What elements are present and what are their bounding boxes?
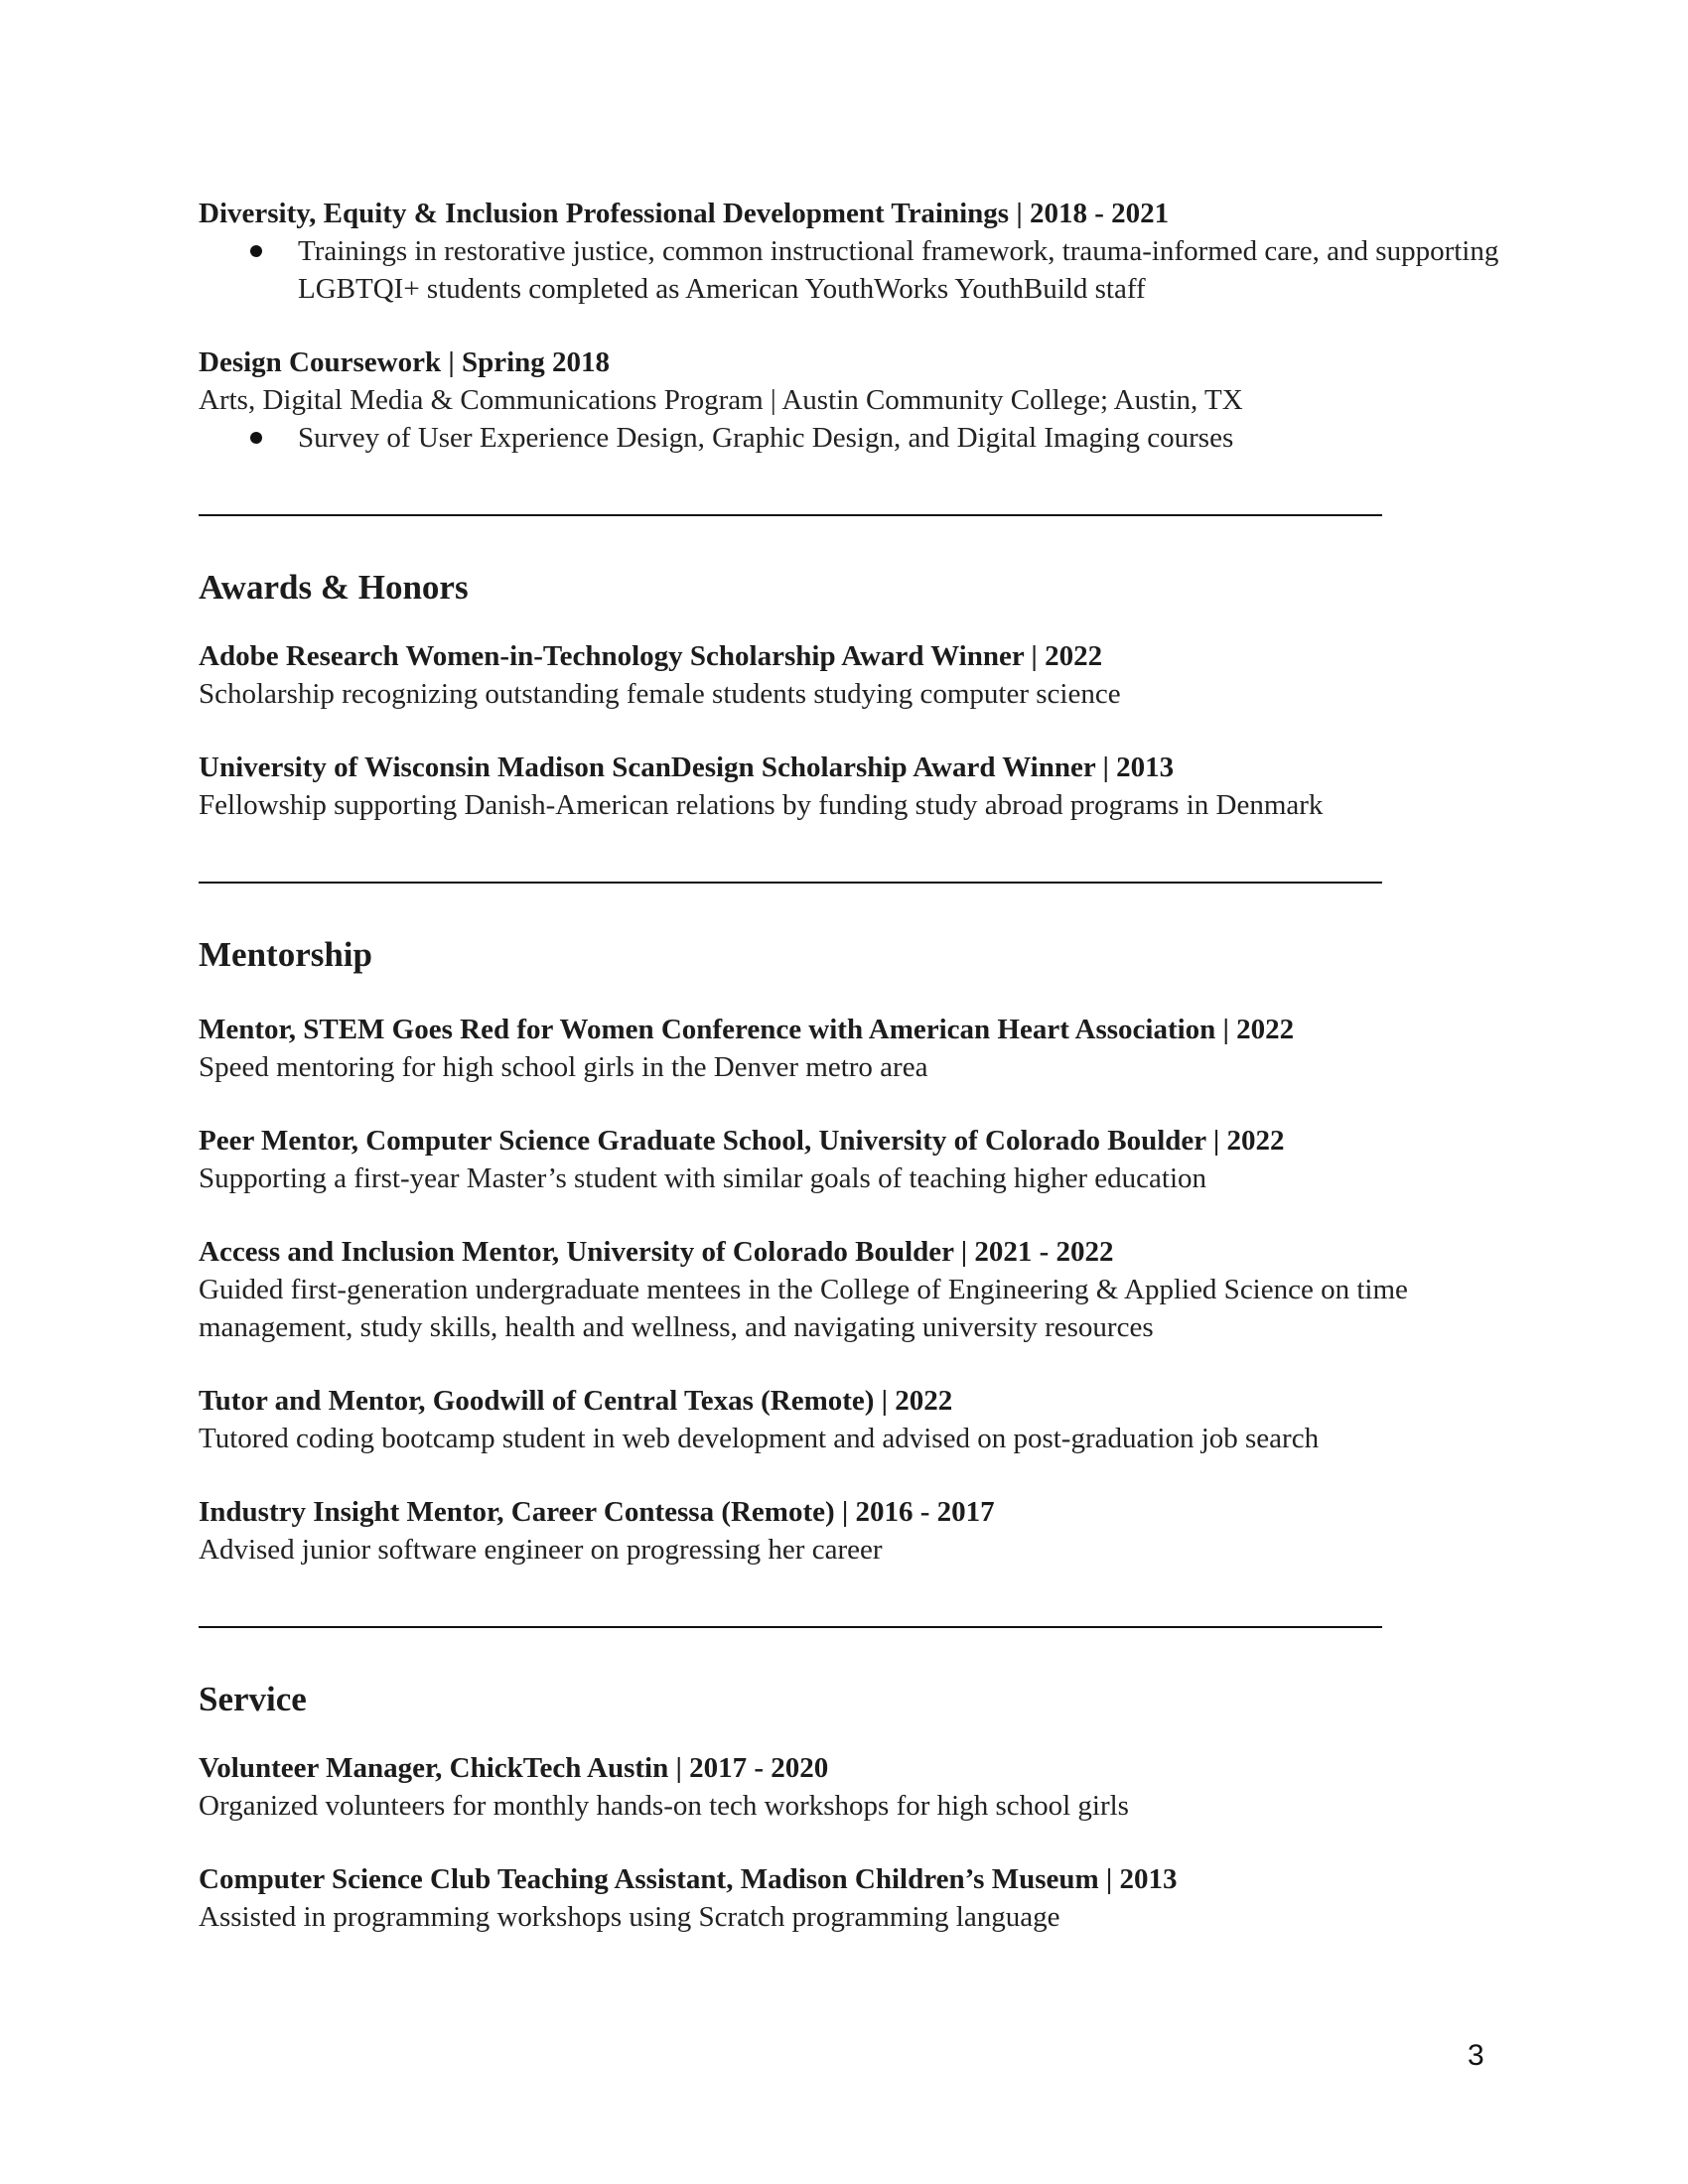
page-number: 3 (1468, 2039, 1484, 2072)
entry-description: Scholarship recognizing outstanding female students studying computer science (199, 678, 1121, 710)
entry-title: Tutor and Mentor, Goodwill of Central Texas (Remote) | 2022 (199, 1385, 953, 1417)
entry-description: Assisted in programming workshops using Scratch programming language (199, 1901, 1060, 1933)
entry-title: Mentor, STEM Goes Red for Women Conference with American Heart Association | 2022 (199, 1014, 1295, 1045)
entry-title: Access and Inclusion Mentor, University of Colorado Boulder | 2021 - 2022 (199, 1236, 1114, 1268)
entry-description: Organized volunteers for monthly hands-on tech workshops for high school girls (199, 1790, 1129, 1822)
entry-description: Advised junior software engineer on progressing her career (199, 1534, 883, 1566)
section-heading-awards: Awards & Honors (199, 568, 469, 607)
entry-description: Guided first-generation undergraduate mentees in the College of Engineering & Applied Science on time management, study skills, health and wellness, and navigating university resources (199, 1274, 1408, 1343)
entry-design-coursework (199, 343, 1519, 457)
bullet-list (199, 419, 1519, 457)
service-entry (199, 1860, 1519, 1936)
entry-title: Diversity, Equity & Inclusion Professional Development Trainings | 2018 - 2021 (199, 198, 1170, 229)
entry-dei-trainings (199, 195, 1519, 308)
mentorship-entry (199, 1493, 1519, 1569)
bullet-icon (250, 245, 262, 257)
entry-description: Supporting a first-year Master’s student with similar goals of teaching higher education (199, 1162, 1207, 1194)
mentorship-entry (199, 1011, 1519, 1086)
section-heading-mentorship: Mentorship (199, 935, 372, 974)
entry-title: Computer Science Club Teaching Assistant, Madison Children’s Museum | 2013 (199, 1863, 1178, 1895)
mentorship-entry (199, 1122, 1519, 1197)
bullet-text: Survey of User Experience Design, Graphic Design, and Digital Imaging courses (298, 422, 1234, 454)
award-entry (199, 637, 1519, 713)
entry-title: University of Wisconsin Madison ScanDesign Scholarship Award Winner | 2013 (199, 751, 1175, 783)
award-entry (199, 749, 1519, 824)
entry-description: Tutored coding bootcamp student in web development and advised on post-graduation job search (199, 1423, 1320, 1454)
bullet-item (199, 232, 1519, 308)
entry-subtitle: Arts, Digital Media & Communications Program | Austin Community College; Austin, TX (199, 384, 1243, 416)
resume-page (199, 195, 1519, 1972)
bullet-item (199, 419, 1519, 457)
entry-description: Fellowship supporting Danish-American relations by funding study abroad programs in Denmark (199, 789, 1324, 821)
mentorship-entry (199, 1233, 1519, 1346)
entry-title: Peer Mentor, Computer Science Graduate School, University of Colorado Boulder | 2022 (199, 1125, 1285, 1157)
bullet-icon (250, 432, 262, 444)
entry-title: Volunteer Manager, ChickTech Austin | 2017 - 2020 (199, 1752, 829, 1784)
bullet-text: Trainings in restorative justice, common instructional framework, trauma-informed care, and supporting LGBTQI+ students completed as American YouthWorks YouthBuild staff (298, 235, 1499, 305)
mentorship-entry (199, 1382, 1519, 1457)
section-heading-service: Service (199, 1680, 307, 1718)
bullet-list (199, 232, 1519, 308)
entry-title: Industry Insight Mentor, Career Contessa (Remote) | 2016 - 2017 (199, 1496, 995, 1528)
entry-title: Design Coursework | Spring 2018 (199, 346, 611, 378)
entry-description: Speed mentoring for high school girls in the Denver metro area (199, 1051, 928, 1083)
service-entry (199, 1749, 1519, 1825)
entry-title: Adobe Research Women-in-Technology Scholarship Award Winner | 2022 (199, 640, 1103, 672)
